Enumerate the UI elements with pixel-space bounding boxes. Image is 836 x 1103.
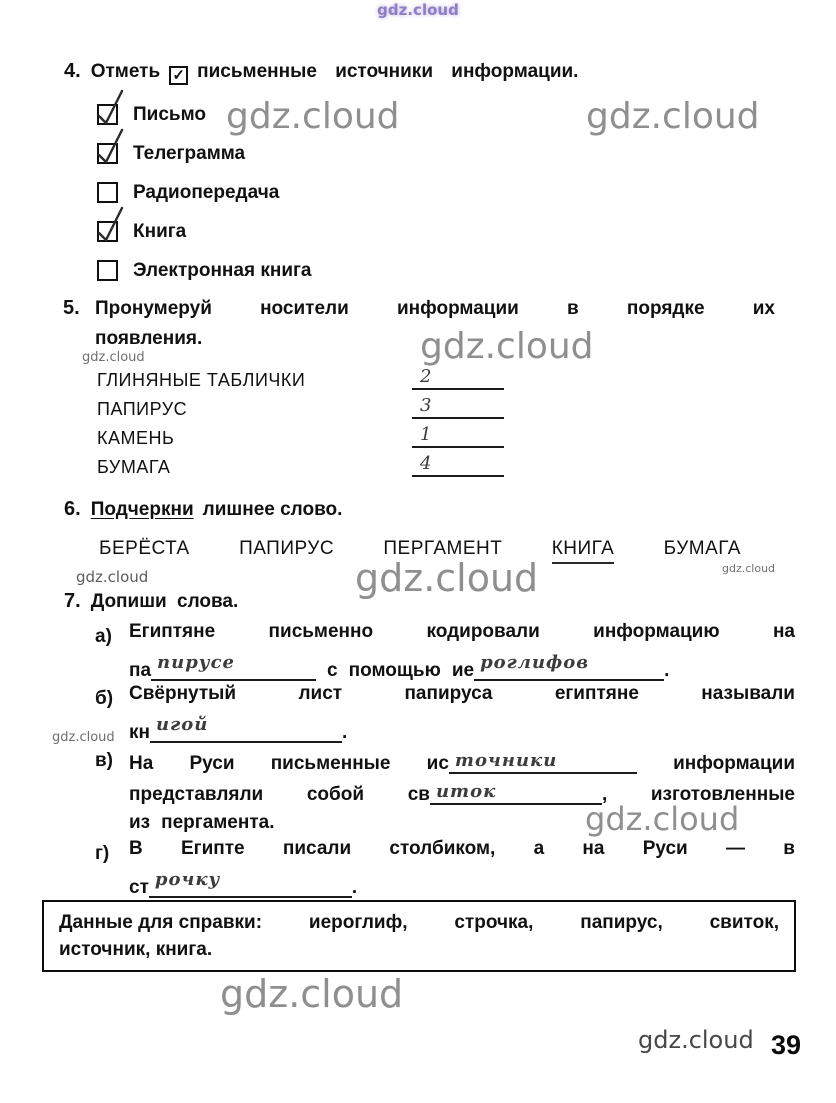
item-lines — [129, 745, 795, 838]
word: В — [129, 838, 143, 859]
text-line — [129, 683, 795, 714]
watermark: gdz.cloud — [82, 350, 145, 365]
blank-line[interactable] — [150, 714, 342, 743]
text-line — [129, 652, 795, 683]
task4-number: 4. — [64, 60, 81, 82]
checkbox[interactable] — [97, 260, 118, 281]
word: информации — [673, 753, 795, 774]
reference-line1 — [59, 909, 779, 936]
word: изготовленные — [650, 784, 795, 805]
checkbox-checked[interactable] — [97, 104, 118, 125]
check-glyph: ✓ — [172, 67, 185, 84]
checkbox-label: Телеграмма — [133, 142, 246, 164]
item-letter: г) — [95, 843, 110, 864]
checkbox-unchecked[interactable] — [97, 182, 118, 203]
watermark: gdz.cloud — [377, 1, 459, 19]
word: называли — [701, 683, 795, 704]
fill-blank[interactable] — [452, 652, 670, 686]
task7-item — [95, 683, 795, 745]
word: Египтяне — [129, 621, 216, 642]
task6-verb-underlined: Подчеркни — [90, 499, 194, 520]
task5-number: 5. — [63, 297, 80, 319]
punctuation: . — [342, 722, 348, 743]
text-line — [129, 869, 795, 900]
task5-title-line1 — [95, 298, 775, 320]
word: носители — [260, 298, 349, 319]
punctuation: , — [601, 784, 608, 805]
task7-item — [95, 745, 795, 838]
word-option[interactable]: БЕРЁСТА — [99, 538, 190, 559]
word: лист — [298, 683, 343, 704]
text-line — [129, 745, 795, 776]
task4-verb: Отметь — [90, 61, 161, 82]
word: на — [582, 838, 605, 859]
word: собой — [306, 784, 365, 805]
media-row — [97, 391, 795, 420]
blank-line[interactable] — [449, 750, 637, 774]
item-letter: б) — [95, 688, 114, 709]
handwritten-number: 3 — [420, 395, 433, 416]
item-lines — [129, 683, 795, 745]
word: Руси — [189, 753, 235, 774]
handwritten-number: 2 — [420, 366, 433, 387]
blank-line[interactable] — [474, 652, 664, 681]
watermark: gdz.cloud — [355, 556, 539, 600]
word-option[interactable]: КНИГА — [552, 538, 615, 564]
pen-check-mark-icon — [95, 125, 126, 168]
watermark: gdz.cloud — [585, 800, 740, 838]
word: Пронумеруй — [95, 298, 212, 319]
item-letter: а) — [95, 626, 112, 647]
word: на — [772, 621, 795, 642]
media-label: ПАПИРУС — [97, 399, 188, 419]
task7-number: 7. — [64, 590, 81, 612]
task4-checklist — [97, 95, 795, 290]
checkbox-label: Письмо — [133, 103, 206, 125]
word: Свёрнутый — [129, 683, 237, 704]
watermark: gdz.cloud — [638, 1026, 754, 1054]
item-letter: в) — [95, 750, 114, 771]
task5-list — [97, 362, 795, 478]
checkbox-checked[interactable] — [97, 221, 118, 242]
task6-words — [99, 538, 741, 564]
word: египтяне — [554, 683, 639, 704]
word-option[interactable]: БУМАГА — [663, 538, 741, 559]
checkbox-label: Книга — [133, 220, 187, 242]
handwritten-answer: пирусе — [157, 652, 235, 673]
fill-blank[interactable] — [129, 869, 357, 903]
watermark: gdz.cloud — [76, 568, 149, 586]
checkbox-unchecked[interactable] — [97, 260, 118, 281]
fill-blank[interactable] — [408, 776, 608, 806]
reference-line2: источник, книга. — [59, 939, 213, 960]
word: пергамента. — [161, 812, 275, 833]
word: папирус, — [580, 912, 663, 933]
checkbox-item[interactable] — [97, 173, 795, 212]
handwritten-answer: точники — [454, 750, 558, 771]
media-label: БУМАГА — [97, 457, 171, 477]
punctuation: . — [351, 877, 358, 898]
blank-prefix: кн — [129, 722, 150, 743]
word: представляли — [129, 784, 264, 805]
task6-title — [64, 498, 795, 521]
handwritten-answer: роглифов — [480, 652, 590, 673]
pen-check-mark-icon — [95, 203, 126, 246]
task5-title — [63, 297, 775, 350]
watermark: gdz.cloud — [586, 96, 760, 137]
reference-label: Данные для справки: — [59, 912, 263, 933]
word: в — [567, 298, 579, 319]
checkbox-item[interactable] — [97, 134, 795, 173]
word: — — [725, 838, 745, 859]
answer-line[interactable] — [412, 452, 504, 477]
text-line — [129, 714, 795, 745]
task7-title-text: Допиши слова. — [90, 591, 239, 612]
media-label: ГЛИНЯНЫЕ ТАБЛИЧКИ — [97, 370, 306, 390]
blank-line[interactable] — [430, 781, 602, 805]
watermark: gdz.cloud — [52, 730, 115, 745]
word: порядке — [626, 298, 705, 319]
blank-line[interactable] — [151, 652, 316, 681]
word: а — [533, 838, 545, 859]
checkbox-checked[interactable] — [97, 143, 118, 164]
blank-prefix: ие — [451, 660, 475, 681]
word: письменные — [270, 753, 391, 774]
word: информации — [396, 298, 519, 319]
media-row — [97, 362, 795, 391]
reference-box — [42, 900, 796, 972]
checkbox-item[interactable] — [97, 95, 795, 134]
checkbox-label: Электронная книга — [133, 259, 312, 281]
watermark: gdz.cloud — [722, 562, 776, 575]
pen-check-mark-icon — [95, 86, 126, 129]
word: кодировали — [426, 621, 540, 642]
fill-blank[interactable] — [427, 745, 637, 775]
media-label: КАМЕНЬ — [97, 428, 175, 448]
word-option[interactable]: ПЕРГАМЕНТ — [383, 538, 503, 559]
word: иероглиф, — [308, 912, 408, 933]
page-number: 39 — [770, 1030, 801, 1060]
word: На — [129, 753, 154, 774]
handwritten-answer: игой — [156, 714, 209, 735]
media-row — [97, 449, 795, 478]
checkbox-item[interactable] — [97, 212, 795, 251]
handwritten-number: 4 — [420, 453, 433, 474]
word: из — [129, 812, 151, 833]
checkbox-label: Радиопередача — [133, 181, 280, 203]
word-option[interactable]: ПАПИРУС — [239, 538, 335, 559]
handwritten-answer: рочку — [154, 869, 221, 890]
word: в — [783, 838, 795, 859]
task7-title — [64, 590, 795, 613]
text-line — [129, 776, 795, 807]
media-row — [97, 420, 795, 449]
blank-prefix: ст — [129, 877, 149, 898]
answer-line[interactable] — [412, 423, 504, 448]
handwritten-number: 1 — [420, 424, 433, 445]
fill-blank[interactable] — [129, 652, 316, 686]
fill-blank[interactable] — [129, 714, 347, 748]
task7-items — [95, 621, 795, 900]
blank-prefix: ис — [426, 753, 449, 774]
word: свиток, — [709, 912, 779, 933]
task6-title-rest: лишнее слово. — [202, 499, 343, 520]
handwritten-answer: иток — [435, 781, 497, 802]
word: папируса — [404, 683, 493, 704]
word: писали — [282, 838, 352, 859]
watermark: gdz.cloud — [226, 96, 400, 137]
word: столбиком, — [389, 838, 496, 859]
task6-number: 6. — [64, 498, 81, 520]
blank-line[interactable] — [149, 869, 352, 898]
word: Египте — [180, 838, 245, 859]
watermark: gdz.cloud — [220, 972, 404, 1016]
task7-item — [95, 838, 795, 900]
blank-prefix: св — [407, 784, 430, 805]
checked-box-icon — [169, 66, 188, 85]
task4-title-rest: письменные источники информации. — [197, 61, 579, 82]
text-line — [129, 838, 795, 869]
item-lines — [129, 621, 795, 683]
checkbox[interactable] — [97, 182, 118, 203]
word: помощью — [348, 660, 441, 681]
word: их — [752, 298, 775, 319]
answer-line[interactable] — [412, 394, 504, 419]
word: Руси — [642, 838, 688, 859]
item-lines — [129, 838, 795, 900]
word: строчка, — [454, 912, 534, 933]
punctuation: . — [664, 660, 670, 681]
task7-item — [95, 621, 795, 683]
task5-title-line2: появления. — [95, 328, 203, 349]
word: с — [327, 660, 338, 681]
watermark: gdz.cloud — [420, 326, 594, 367]
checkbox-item[interactable] — [97, 251, 795, 290]
word: информацию — [593, 621, 720, 642]
task4-title — [64, 60, 795, 85]
answer-line[interactable] — [412, 365, 504, 390]
text-line — [129, 807, 795, 838]
word: письменно — [268, 621, 374, 642]
blank-prefix: па — [129, 660, 152, 681]
